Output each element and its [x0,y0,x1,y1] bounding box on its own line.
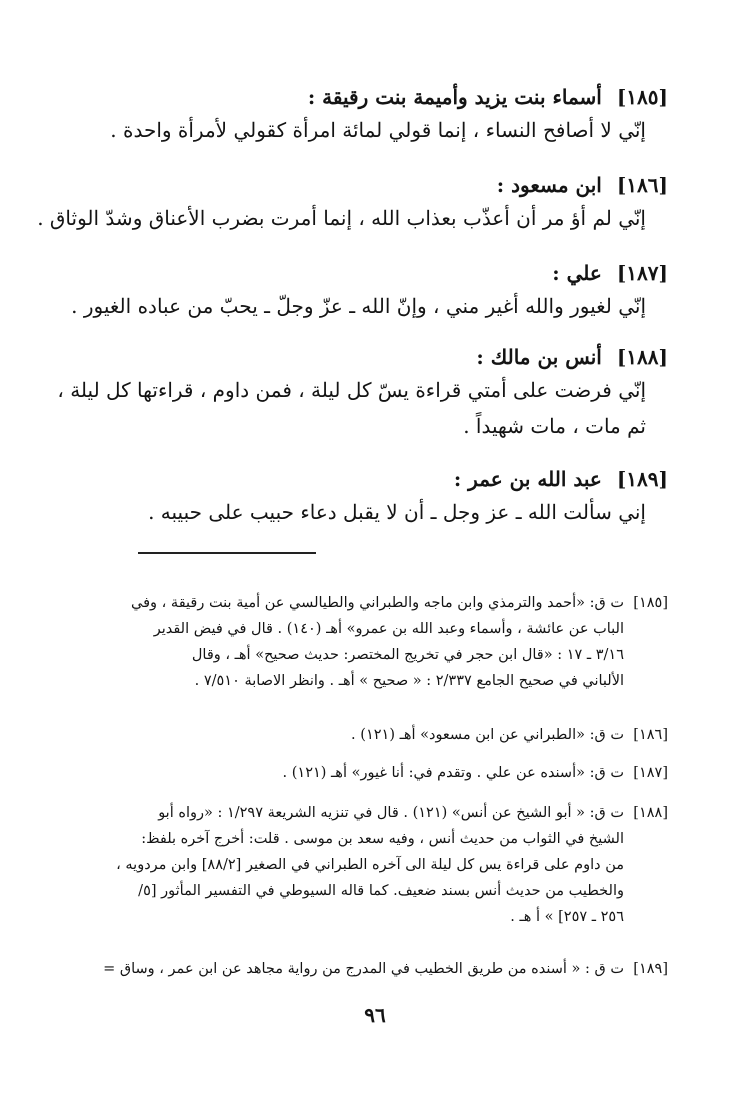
entry-text-line: إنّي فرضت على أمتي قراءة يسّ كل ليلة ، فمن داوم ، قراءتها كل ليلة ، [57,378,646,402]
footnote-line: ٢٥٦ ـ ٢٥٧] » أ هـ . [510,909,624,925]
hadith-entry [57,342,668,444]
hadith-entry [68,258,668,324]
entry-number: [١٨٧] [616,261,668,285]
footnote-number: [١٨٥] [633,595,668,611]
entry-text-line: إني سألت الله ـ عز وجل ـ أن لا يقبل دعاء حبيب على حبيبه . [148,500,646,524]
page-number: ٩٦ [364,1003,386,1027]
entry-heading [68,342,668,372]
entry-text-line: إنّي لغيور والله أغير مني ، وإنّ الله ـ عزّ وجلّ ـ يحبّ من عباده الغيور . [71,294,646,318]
footnote-line: الألباني في صحيح الجامع ٢/٣٣٧ : « صحيح » أهـ . وانظر الاصابة ٧/٥١٠ . [194,673,624,689]
footnote-number: [١٨٨] [633,805,668,821]
entry-text-line: إنّي لم أؤ مر أن أعذّب بعذاب الله ، إنما أمرت بضرب الأعناق وشدّ الوثاق . [37,206,646,230]
entry-narrator: علي : [552,261,602,285]
entry-number: [١٨٩] [616,467,668,491]
entry-heading [68,464,668,494]
footnote [68,722,668,748]
footnote-line: الشيخ في الثواب من حديث أنس ، وفيه سعد بن موسى . قلت: أخرج آخره بلفظ: [141,831,624,847]
entry-heading [68,258,668,288]
footnote-body [68,590,624,694]
footnote [68,800,668,930]
footnote-line: الباب عن عائشة ، وأسماء وعبد الله بن عمرو» أهـ (١٤٠) . قال في فيض القدير [153,621,624,637]
footnote-number: [١٨٦] [633,727,668,743]
entry-text-line: ثم مات ، مات شهيداً . [463,414,646,438]
entry-narrator: عبد الله بن عمر : [453,467,602,491]
footnote-line: ت ق: «أحمد والترمذي وابن ماجه والطبراني والطيالسي عن أمية بنت رقيقة ، وفي [131,595,624,611]
footnote-line: ت ق : « أسنده من طريق الخطيب في المدرج من رواية مجاهد عن ابن عمر ، وساق = [103,961,624,977]
footnote-line: والخطيب من حديث أنس بسند ضعيف. كما قاله السيوطي في التفسير المأثور [٥/ [138,883,624,899]
footnote-line: ٣/١٦ ـ ١٧ : «قال ابن حجر في تخريج المختصر: حديث صحيح» أهـ ، وقال [191,647,624,663]
footnote-line: ت ق: «الطبراني عن ابن مسعود» أهـ (١٢١) . [351,727,624,743]
entry-narrator: أنس بن مالك : [476,345,602,369]
footnote [68,956,668,982]
hadith-entry [68,464,668,530]
footnote-body [68,800,624,930]
footnote-line: ت ق: « أبو الشيخ عن أنس» (١٢١) . قال في تنزيه الشريعة ١/٢٩٧ : «رواه أبو [158,805,624,821]
entry-narrator: ابن مسعود : [496,173,602,197]
footnote [68,590,668,694]
footnote-number: [١٨٧] [633,765,668,781]
footnote-line: ت ق: «أسنده عن علي . وتقدم في: أنا غيور» أهـ (١٢١) . [282,765,624,781]
entry-text-line: إنّي لا أصافح النساء ، إنما قولي لمائة امرأة كقولي لأمرأة واحدة . [110,118,646,142]
footnote [68,760,668,786]
hadith-entry [68,82,668,148]
footnote-body [68,722,624,748]
footnote-divider [138,552,316,554]
entry-number: [١٨٦] [616,173,668,197]
hadith-entry [37,170,668,236]
entry-heading [68,82,668,112]
footnote-line: من داوم على قراءة يس كل ليلة الى آخره الطبراني في الصغير [٨٨/٢] وابن مردويه ، [116,857,624,873]
footnote-body [68,956,624,982]
entry-narrator: أسماء بنت يزيد وأميمة بنت رقيقة : [307,85,602,109]
entry-heading [68,170,668,200]
footnote-body [68,760,624,786]
entry-number: [١٨٨] [616,345,668,369]
footnote-number: [١٨٩] [633,961,668,977]
entry-number: [١٨٥] [616,85,668,109]
